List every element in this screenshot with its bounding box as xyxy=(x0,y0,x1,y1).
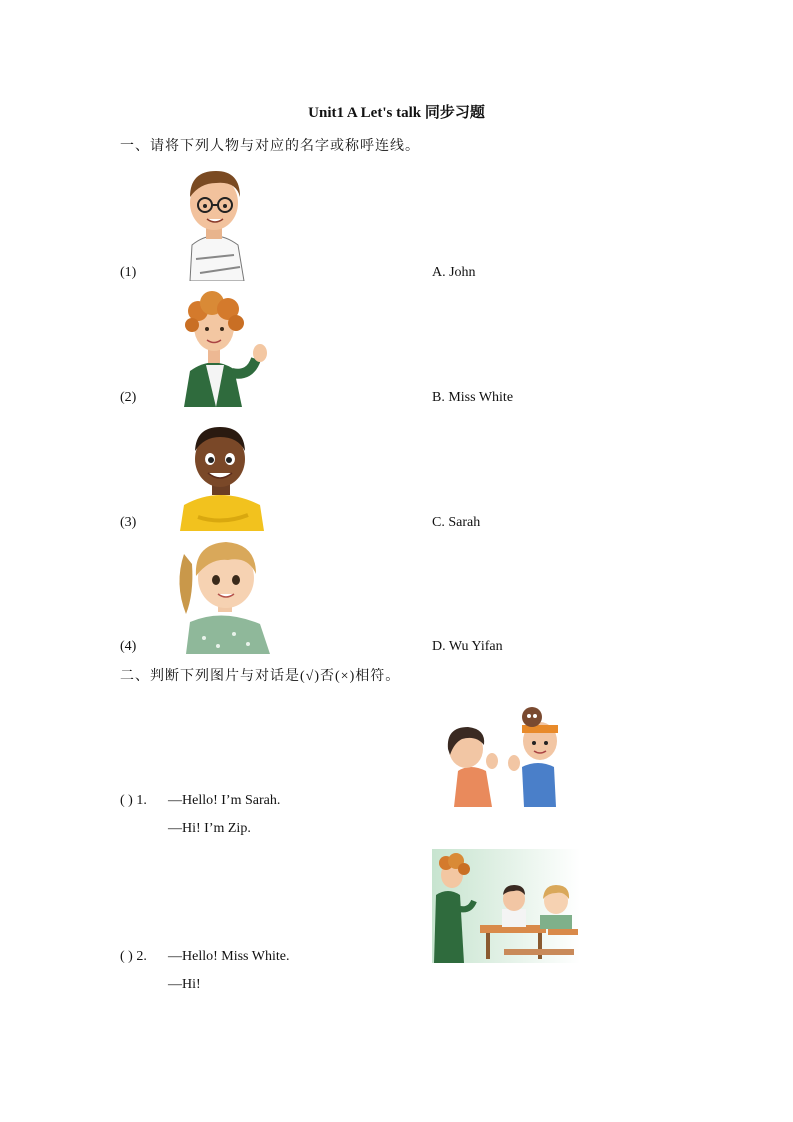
question-1-prefix: ( ) 1. xyxy=(120,793,147,808)
item-number-3: (3) xyxy=(120,515,137,530)
option-c: C. Sarah xyxy=(432,515,481,530)
question-1-line2: —Hi! I’m Zip. xyxy=(168,821,251,836)
section2-heading: 二、判断下列图片与对话是(√)否(×)相符。 xyxy=(120,669,401,684)
girl-with-ponytail-illustration xyxy=(174,534,272,654)
question-1-line1: —Hello! I’m Sarah. xyxy=(168,793,281,808)
section1-heading: 一、请将下列人物与对应的名字或称呼连线。 xyxy=(120,139,420,154)
question-2-line1: —Hello! Miss White. xyxy=(168,949,290,964)
item-number-2: (2) xyxy=(120,390,137,405)
boy-in-yellow-illustration xyxy=(178,421,266,531)
question-2-line2: —Hi! xyxy=(168,977,201,992)
teacher-waving-illustration xyxy=(182,289,274,407)
option-a: A. John xyxy=(432,265,476,280)
question-2-prefix: ( ) 2. xyxy=(120,949,147,964)
boy-with-glasses-illustration xyxy=(178,163,250,281)
sarah-and-zip-scene-illustration xyxy=(440,705,564,807)
option-b: B. Miss White xyxy=(432,390,514,405)
option-d: D. Wu Yifan xyxy=(432,639,503,654)
item-number-1: (1) xyxy=(120,265,137,280)
page-title: Unit1 A Let's talk 同步习题 xyxy=(308,105,485,121)
classroom-scene-illustration xyxy=(432,849,580,963)
item-number-4: (4) xyxy=(120,639,137,654)
